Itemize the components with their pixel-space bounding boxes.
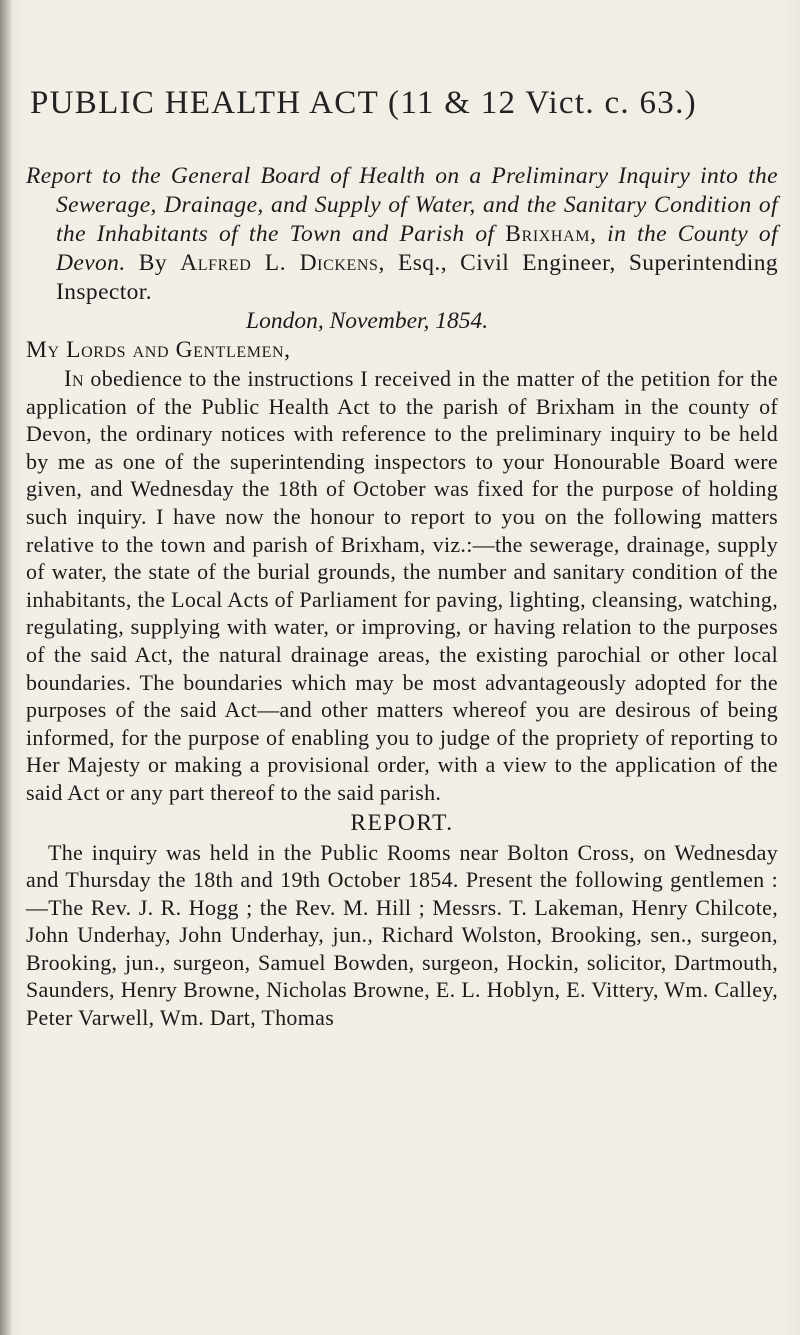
report-title <box>26 162 778 307</box>
salutation: My Lords and Gentlemen, <box>26 337 291 363</box>
running-head: PUBLIC HEALTH ACT (11 & 12 Vict. c. 63.) <box>30 85 697 121</box>
title-author: Alfred L. Dickens <box>180 250 379 276</box>
title-part2: , in the County of Devon. <box>56 221 779 276</box>
paragraph-introduction-text: obedience to the instructions I received in the matter of the petition for the application of the Public Health Act to the parish of Brixham in the county of Devon, the ordinary notices with reference to the preliminary inquiry to be held by me as one of the superintending inspectors to your Honourable Board were given, and Wednesday the 18th of October was fixed for the purpose of holding such inquiry. I have now the honour to report to you on the following matters relative to the town and parish of Brixham, viz.:—the sewerage, drainage, supply of water, the state of the burial grounds, the number and sanitary condition of the inhabitants, the Local Acts of Parliament for paving, lighting, cleansing, watching, regulating, supplying with water, or improving, or having relation to the purposes of the said Act, the natural drainage areas, the existing parochial or other local boundaries. The boundaries which may be most advantageously adopted for the purposes of the said Act—and other matters whereof you are desirous of being informed, for the purpose of enabling you to judge of the propriety of reporting to Her Majesty or making a provisional order, with a view to the application of the said Act or any part thereof to the said parish. <box>26 366 778 805</box>
title-part1: Report to the General Board of Health on a Preliminary Inquiry into the Sewerage, Drainage, and Supply of Water, and the Sanitary Condition of the Inhabitants of the Town and Parish of <box>26 163 778 247</box>
dateline: London, November, 1854. <box>246 308 489 334</box>
title-role: , Esq., Civil Engineer, Superintending Inspector. <box>56 250 779 305</box>
paragraph-report: The inquiry was held in the Public Rooms near Bolton Cross, on Wednesday and Thursday the 18th and 19th October 1854. Present the following gentlemen :—The Rev. J. R. Hogg ; the Rev. M. Hill ; Messrs. T. Lakeman, Henry Chilcote, John Underhay, John Underhay, jun., Richard Wolston, Brooking, sen., surgeon, Brooking, jun., surgeon, Samuel Bowden, surgeon, Hockin, solicitor, Dartmouth, Saunders, Henry Browne, Nicholas Browne, E. L. Hoblyn, E. Vittery, Wm. Calley, Peter Varwell, Wm. Dart, Thomas <box>26 839 778 1031</box>
report-heading: REPORT. <box>350 809 454 836</box>
document-body <box>26 162 778 1032</box>
title-place: Brixham <box>505 221 591 247</box>
book-binding-edge <box>0 0 12 1335</box>
paragraph-lead-word: In <box>64 366 84 391</box>
paragraph-introduction <box>26 365 778 807</box>
title-by: By <box>125 250 181 276</box>
